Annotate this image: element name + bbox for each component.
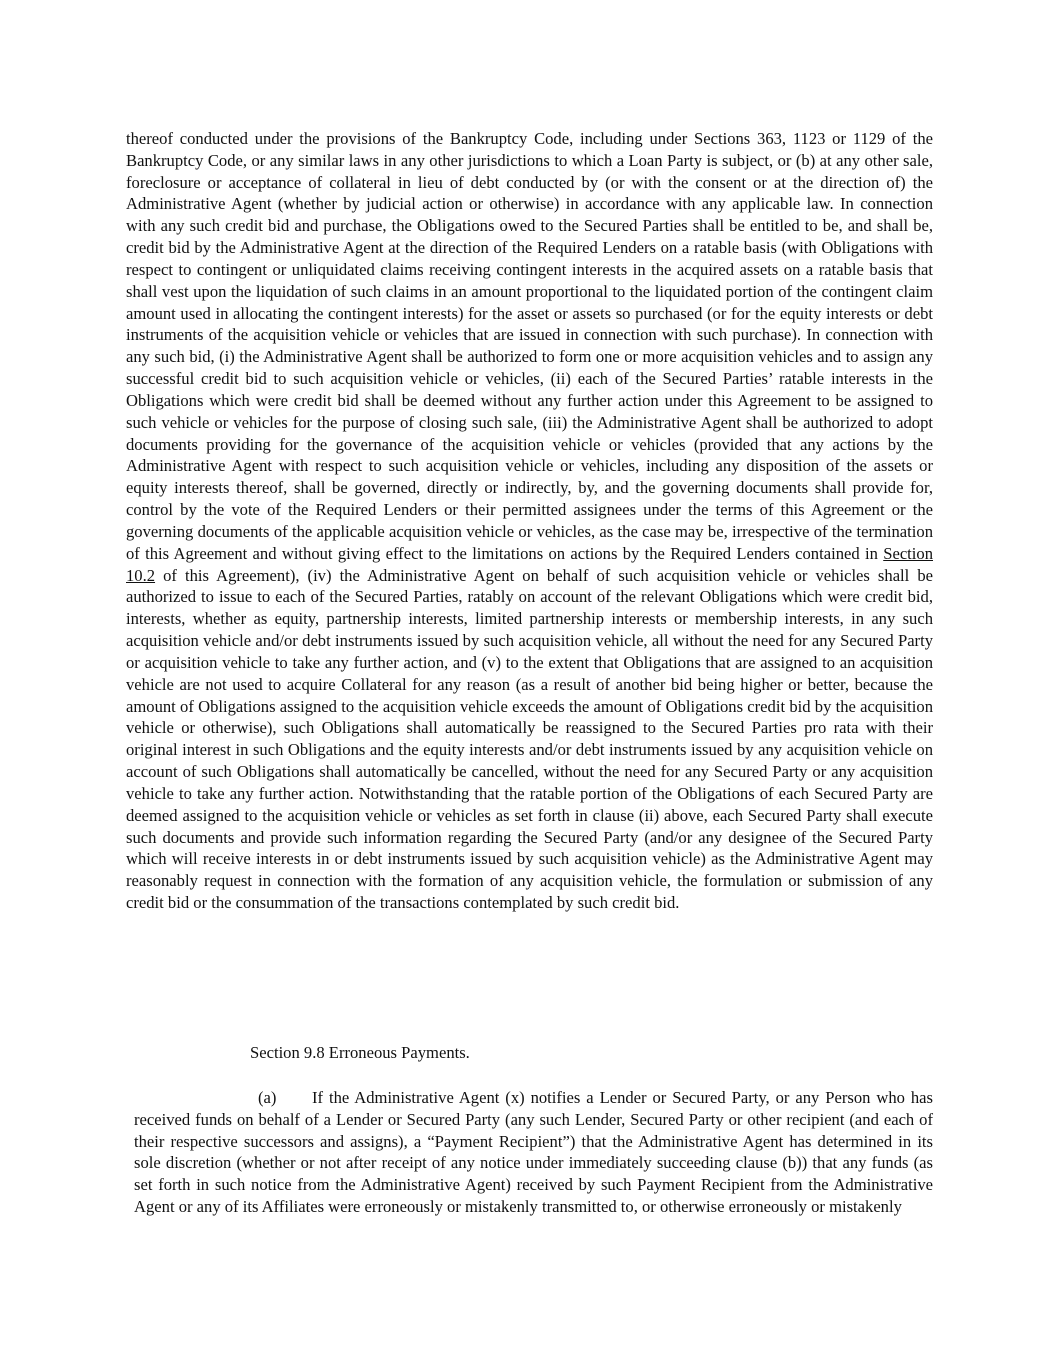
paragraph-text-before-link: thereof conducted under the provisions of the Bankruptcy Code, including under Sections 363, 1123 or 1129 of the Bankruptcy Code, or any similar laws in any other jurisdictions to which a Loan Party is subject, or (b) at any other sale, foreclosure or acceptance of collateral in lieu of debt conducted by (or with the consent or at the direction of) the Administrative Agent (whether by judicial action or otherwise) in accordance with any applicable law. In connection with any such credit bid and purchase, the Obligations owed to the Secured Parties shall be entitled to be, and shall be, credit bid by the Administrative Agent at the direction of the Required Lenders on a ratable basis (with Obligations with respect to contingent or unliquidated claims receiving contingent interests in the acquired assets on a ratable basis that shall vest upon the liquidation of such claims in an amount proportional to the liquidated portion of the contingent claim amount used in allocating the contingent interests) for the asset or assets so purchased (or for the equity interests or debt instruments of the acquisition vehicle or vehicles that are issued in connection with such purchase). In connection with any such bid, (i) the Administrative Agent shall be authorized to form one or more acquisition vehicles and to assign any successful credit bid to such acquisition vehicle or vehicles, (ii) each of the Secured Parties’ ratable interests in the Obligations which were credit bid shall be deemed without any further action under this Agreement to be assigned to such vehicle or vehicles for the purpose of closing such sale, (iii) the Administrative Agent shall be authorized to adopt documents providing for the governance of the acquisition vehicle or vehicles (provided that any actions by the Administrative Agent with respect to such acquisition vehicle or vehicles, including any disposition of the assets or equity interests thereof, shall be governed, directly or indirectly, by, and the governing documents shall provide for, control by the vote of the Required Lenders or their permitted assignees under the terms of this Agreement or the governing documents of the applicable acquisition vehicle or vehicles, as the case may be, irrespective of the termination of this Agreement and without giving effect to the limitations on actions by the Required Lenders contained in [126,129,933,563]
body-paragraph-credit-bid [126,128,933,914]
clause-a-text: If the Administrative Agent (x) notifies a Lender or Secured Party, or any Person who has received funds on behalf of a Lender or Secured Party (any such Lender, Secured Party or other recipient (and each of their respective successors and assigns), a “Payment Recipient”) that the Administrative Agent has determined in its sole discretion (whether or not after receipt of any notice under immediately succeeding clause (b)) that any funds (as set forth in such notice from the Administrative Agent) received by such Payment Recipient from the Administrative Agent or any of its Affiliates were erroneously or mistakenly transmitted to, or otherwise erroneously or mistakenly [134,1088,933,1217]
clause-a-label: (a) [258,1088,277,1107]
paragraph-text-after-link: of this Agreement), (iv) the Administrative Agent on behalf of such acquisition vehicle or vehicles shall be authorized to issue to each of the Secured Parties, ratably on account of the relevant Obligations which were credit bid, interests, whether as equity, partnership interests, limited partnership interests or membership interests, in any such acquisition vehicle and/or debt instruments issued by such acquisition vehicle, all without the need for any Secured Party or acquisition vehicle to take any further action, and (v) to the extent that Obligations that are assigned to an acquisition vehicle are not used to acquire Collateral for any reason (as a result of another bid being higher or better, because the amount of Obligations assigned to the acquisition vehicle exceeds the amount of Obligations credit bid by the acquisition vehicle or otherwise), such Obligations shall automatically be reassigned to the Secured Parties pro rata with their original interest in such Obligations and the equity interests and/or debt instruments issued by any acquisition vehicle on account of such Obligations shall automatically be cancelled, without the need for any Secured Party or any acquisition vehicle to take any further action. Notwithstanding that the ratable portion of the Obligations of each Secured Party are deemed assigned to the acquisition vehicle or vehicles as set forth in clause (ii) above, each Secured Party shall execute such documents and provide such information regarding the Secured Party (and/or any designee of the Secured Party which will receive interests in or debt instruments issued by such acquisition vehicle) as the Administrative Agent may reasonably request in connection with the formation of any acquisition vehicle, the formulation or submission of any credit bid or the consummation of the transactions contemplated by such credit bid. [126,565,933,912]
section-10-2-reference: Section 10.2 [126,543,933,585]
clause-a-paragraph [134,1087,933,1218]
section-heading: Section 9.8 Erroneous Payments. [250,1043,470,1062]
